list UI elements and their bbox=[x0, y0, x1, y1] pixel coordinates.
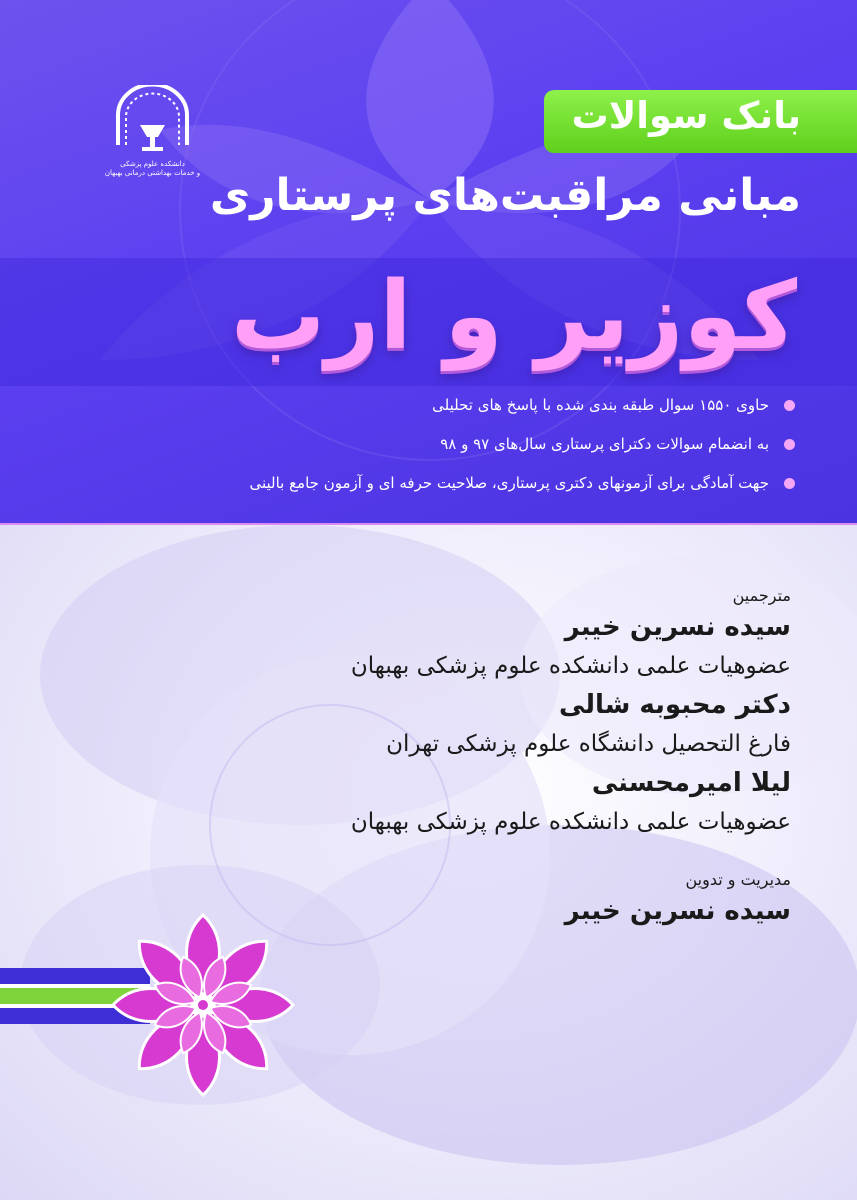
book-title: کوزیر و ارب bbox=[230, 262, 797, 371]
translator-name: دکتر محبوبه شالی bbox=[558, 690, 791, 720]
bullet-dot-icon bbox=[784, 478, 795, 489]
flower-icon bbox=[108, 910, 298, 1100]
translators-label: مترجمین bbox=[732, 586, 791, 605]
university-logo-icon bbox=[110, 85, 195, 160]
bullet-dot-icon bbox=[784, 439, 795, 450]
translator-affiliation: عضوهیات علمی دانشکده علوم پزشکی بهبهان bbox=[350, 809, 791, 835]
translator-affiliation: فارغ التحصیل دانشگاه علوم پزشکی تهران bbox=[386, 731, 791, 757]
credits-block bbox=[231, 585, 791, 931]
feature-text: به انضمام سوالات دکترای پرستاری سال‌های ۹۷ و ۹۸ bbox=[440, 435, 769, 453]
university-logo bbox=[100, 85, 205, 195]
flower-emblem bbox=[108, 910, 298, 1100]
editor-name: سیده نسرین خیبر bbox=[564, 896, 791, 926]
translator-name: لیلا امیرمحسنی bbox=[591, 768, 791, 798]
editor-label: مدیریت و تدوین bbox=[685, 870, 791, 889]
feature-item bbox=[75, 395, 795, 415]
bullet-dot-icon bbox=[784, 400, 795, 411]
logo-caption-line2: و خدمات بهداشتی درمانی بهبهان bbox=[104, 169, 201, 177]
feature-list bbox=[75, 395, 795, 512]
translator-name: سیده نسرین خیبر bbox=[564, 612, 791, 642]
question-bank-label: بانک سوالات bbox=[571, 94, 801, 137]
feature-text: جهت آمادگی برای آزمونهای دکتری پرستاری، صلاحیت حرفه ای و آزمون جامع بالینی bbox=[249, 474, 769, 492]
translator-affiliation: عضوهیات علمی دانشکده علوم پزشکی بهبهان bbox=[350, 653, 791, 679]
feature-item bbox=[75, 434, 795, 454]
book-subtitle: مبانی مراقبت‌های پرستاری bbox=[209, 170, 801, 221]
spacer bbox=[231, 841, 791, 869]
logo-caption bbox=[100, 160, 205, 178]
feature-text: حاوی ۱۵۵۰ سوال طبقه بندی شده با پاسخ های تحلیلی bbox=[432, 396, 769, 414]
logo-caption-line1: دانشکده علوم پزشکی bbox=[120, 160, 185, 168]
feature-item bbox=[75, 473, 795, 493]
